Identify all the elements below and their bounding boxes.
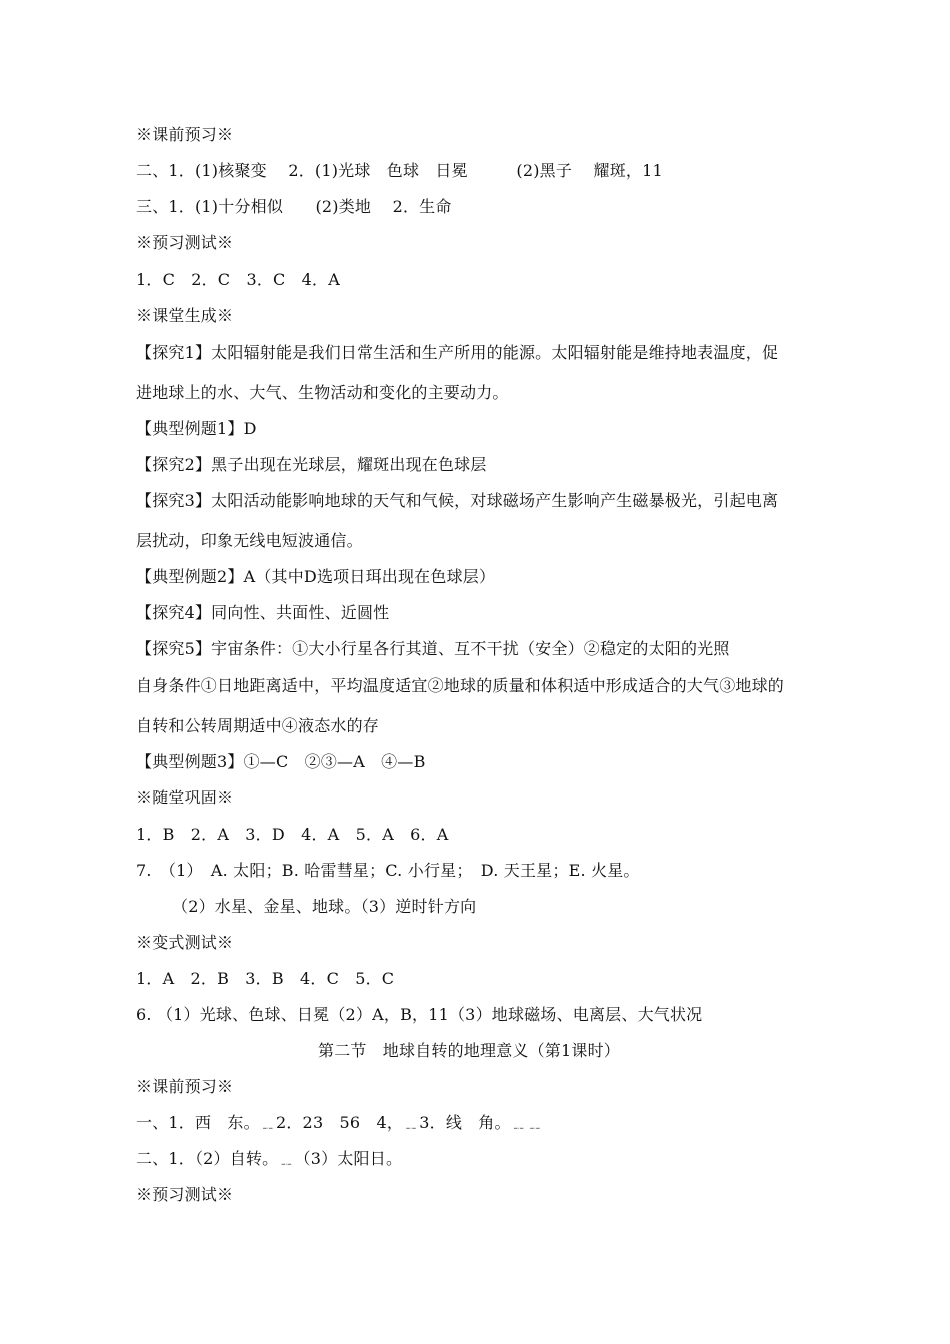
answer-line: 【典型例题2】A（其中D选项日珥出现在色球层） (136, 567, 496, 586)
heading-preview: ※课前预习※ (136, 1077, 234, 1096)
answer-line: 进地球上的水、大气、生物活动和变化的主要动力。 (136, 383, 509, 402)
answer-line: 1．A 2．B 3．B 4．C 5．C (136, 969, 395, 988)
answer-line: 一、1．西 东。﹎2．23 56 4，﹎3．线 角。﹎﹎ (136, 1113, 544, 1132)
answer-line: 【探究2】黑子出现在光球层，耀斑出现在色球层 (136, 455, 487, 474)
answer-line: 自转和公转周期适中④液态水的存 (136, 716, 380, 735)
answer-line: 【探究4】同向性、共面性、近圆性 (136, 603, 390, 622)
answer-line: 【探究3】太阳活动能影响地球的天气和气候，对球磁场产生影响产生磁暴极光，引起电离 (136, 491, 779, 510)
answer-line: 【探究1】太阳辐射能是我们日常生活和生产所用的能源。太阳辐射能是维持地表温度，促 (136, 343, 779, 362)
section-title: 第二节 地球自转的地理意义（第1课时） (318, 1041, 620, 1060)
answer-line: 【典型例题1】D (136, 419, 257, 438)
answer-line: 【典型例题3】①—C ②③—A ④—B (136, 752, 426, 771)
heading-preview-test: ※预习测试※ (136, 233, 234, 252)
answer-line: 层扰动，印象无线电短波通信。 (136, 531, 363, 550)
heading-consolidate: ※随堂巩固※ (136, 788, 234, 807)
answer-line: 7. （1） A. 太阳；B. 哈雷彗星；C. 小行星； D. 天王星；E. 火星。 (136, 861, 640, 880)
answer-line: （2）水星、金星、地球。（3）逆时针方向 (172, 897, 477, 916)
answer-line: 三、1．(1)十分相似 (2)类地 2．生命 (136, 197, 452, 216)
answer-line: 二、1．（2）自转。﹎（3）太阳日。 (136, 1149, 403, 1168)
heading-class: ※课堂生成※ (136, 306, 234, 325)
answer-line: 6. （1）光球、色球、日冕（2）A，B，11（3）地球磁场、电离层、大气状况 (136, 1005, 703, 1024)
answer-line: 1．C 2．C 3．C 4．A (136, 270, 341, 289)
heading-preview-test: ※预习测试※ (136, 1185, 234, 1204)
heading-preview: ※课前预习※ (136, 125, 234, 144)
answer-line: 1．B 2．A 3．D 4．A 5．A 6．A (136, 825, 449, 844)
answer-line: 自身条件①日地距离适中，平均温度适宜②地球的质量和体积适中形成适合的大气③地球的 (136, 676, 785, 695)
heading-variant: ※变式测试※ (136, 933, 234, 952)
answer-line: 二、1．(1)核聚变 2．(1)光球 色球 日冕 (2)黑子 耀斑，11 (136, 161, 663, 180)
answer-line: 【探究5】宇宙条件：①大小行星各行其道、互不干扰（安全）②稳定的太阳的光照 (136, 639, 730, 658)
